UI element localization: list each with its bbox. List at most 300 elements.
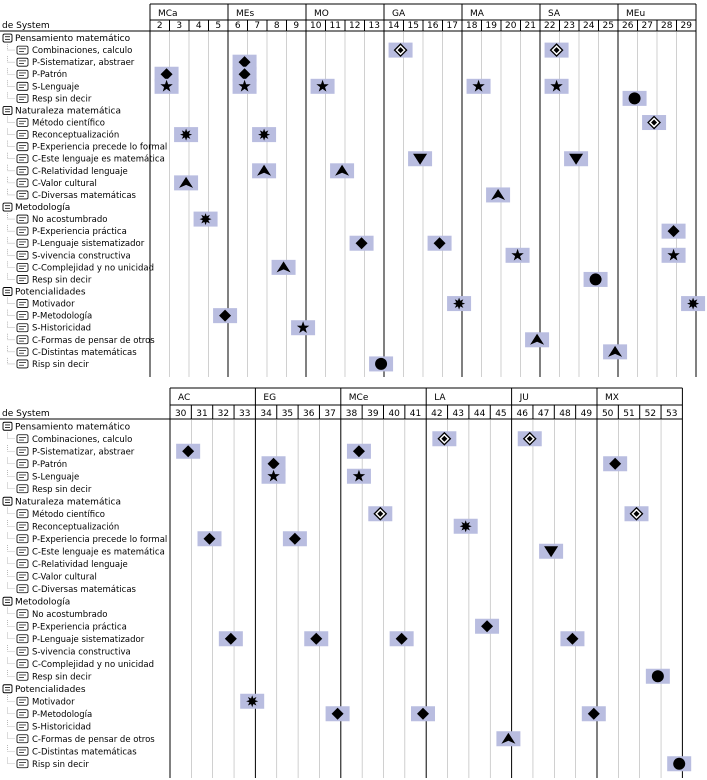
case-number-header: 25 [602,21,614,31]
case-number-header: 51 [623,409,635,419]
code-icon [17,191,28,199]
code-icon [17,46,28,54]
system-column-header: de System [2,409,50,419]
code-label: P-Lenguaje sistematizador [32,634,145,645]
code-label: P-Sistematizar, abstraer [32,447,135,458]
code-group-label: Metodología [15,597,71,608]
code-group-icon [3,203,12,211]
code-label: No acostumbrado [32,609,108,620]
code-row-c-distintas-matematicas[interactable] [8,745,138,757]
code-icon [17,572,28,580]
mark-cell[interactable] [603,344,627,359]
code-row-potencialidades[interactable] [3,288,86,298]
mark-cell[interactable] [174,175,198,190]
code-label: C-Este lenguaje es matemática [32,547,165,558]
mark-cell[interactable] [252,163,276,178]
code-row-resp-sin-decir[interactable] [8,483,92,495]
code-label: P-Experiencia precede lo formal [32,534,168,545]
code-icon [17,94,28,102]
code-label: Resp sin decir [32,484,92,495]
code-label: C-Diversas matemáticas [32,584,136,595]
code-label: C-Complejidad y no unicidad [32,263,155,274]
code-row-c-valor-cultural[interactable] [8,177,97,189]
code-row-potencialidades[interactable] [3,685,86,695]
code-row-risp-sin-decir[interactable] [8,758,90,770]
case-number-header: 31 [196,409,208,419]
code-row-motivador[interactable] [8,695,76,707]
code-row-c-distintas-matematicas[interactable] [8,346,138,358]
case-number-header: 42 [431,409,443,419]
code-group-label: Metodología [15,203,71,214]
code-group-icon [3,288,12,296]
mark-cell[interactable] [347,469,371,484]
code-row-c-este-lenguaje-es-matematica[interactable] [8,545,165,557]
code-label: C-Distintas matemáticas [32,747,137,758]
code-group-label: Potencialidades [15,684,86,695]
code-group-label: Naturaleza matemática [15,497,121,508]
case-number-header: 47 [537,409,550,419]
code-row-resp-sin-decir[interactable] [8,273,92,285]
case-number-header: 18 [466,21,478,31]
code-row-p-lenguaje-sistematizador[interactable] [8,633,145,645]
case-number-header: 4 [195,21,202,31]
mark-cell[interactable] [432,431,456,446]
code-label: C-Complejidad y no unicidad [32,659,155,670]
mark-cell[interactable] [584,272,608,287]
code-row-s-historicidad[interactable] [8,322,92,334]
case-number-header: 26 [622,21,634,31]
mark-cell[interactable] [681,296,705,311]
code-label: No acostumbrado [32,215,108,226]
code-tree [3,34,167,370]
code-row-p-experiencia-precede-lo-formal[interactable] [8,533,168,545]
group-header-ac: AC [178,393,191,403]
code-label: Risp sin decir [32,359,89,370]
code-label: S-Historicidad [32,323,92,334]
code-label: Reconceptualización [32,130,120,141]
mark-cell[interactable] [545,43,569,58]
mark-circle-0-10 [629,92,641,104]
mark-cell[interactable] [475,619,499,634]
mark-cell[interactable] [194,212,218,227]
mark-cell[interactable] [219,631,243,646]
mark-cell[interactable] [560,631,584,646]
code-row-metodologia[interactable] [3,203,70,213]
code-row-c-complejidad-y-no-unicidad[interactable] [8,261,155,273]
code-row-s-vivencia-constructiva[interactable] [8,249,131,261]
code-row-c-valor-cultural[interactable] [8,570,97,582]
mark-cell[interactable] [545,79,569,94]
mark-burst-0-12 [180,129,192,141]
code-icon [17,660,28,668]
code-row-metodo-cientifico[interactable] [8,116,105,128]
mark-cell[interactable] [240,694,264,709]
case-number-header: 27 [641,21,653,31]
code-row-combinaciones-calculo[interactable] [8,44,133,56]
code-group-icon [3,497,12,505]
code-row-motivador[interactable] [8,298,76,310]
mark-cell[interactable] [447,296,471,311]
group-header-mx: MX [605,393,619,403]
code-group-icon [3,685,12,693]
code-icon [17,510,28,518]
code-icon [17,722,28,730]
code-label: C-Distintas matemáticas [32,347,137,358]
mark-cell[interactable] [311,79,335,94]
case-number-header: 5 [215,21,222,31]
code-label: S-vivencia constructiva [32,251,131,262]
mark-cell[interactable] [428,236,452,251]
mark-cell[interactable] [350,236,374,251]
group-header-mes: MEs [236,9,255,19]
code-row-c-diversas-matematicas[interactable] [8,583,137,595]
group-header-eg: EG [263,393,277,403]
code-icon [17,263,28,271]
code-row-pensamiento-matematico[interactable] [3,422,131,432]
code-label: C-Formas de pensar de otros [32,734,155,745]
code-icon [17,324,28,332]
case-number-header: 40 [388,409,400,419]
code-row-metodo-cientifico[interactable] [8,508,105,520]
code-row-c-formas-de-pensar-de-otros[interactable] [8,733,156,745]
code-label: Reconceptualización [32,522,120,533]
code-icon [17,239,28,247]
mark-cell[interactable] [390,631,414,646]
code-label: C-Relatividad lenguaje [32,166,128,177]
case-number-header: 32 [217,409,230,419]
mark-circle-0-27 [590,273,602,285]
code-icon [17,179,28,187]
mark-cell[interactable] [564,151,588,166]
code-icon [17,447,28,455]
code-label: C-Relatividad lenguaje [32,559,128,570]
code-row-c-relatividad-lenguaje[interactable] [8,165,128,177]
mark-cell[interactable] [454,519,478,534]
mark-cell[interactable] [233,79,257,94]
code-row-no-acostumbrado[interactable] [8,213,108,225]
mark-cell[interactable] [389,43,413,58]
code-group-icon [3,106,12,114]
case-number-header: 15 [407,21,419,31]
code-icon [17,635,28,643]
case-number-header: 21 [524,21,536,31]
code-row-risp-sin-decir[interactable] [8,358,90,370]
case-number-header: 14 [388,21,400,31]
matrix-panel-top [0,0,707,378]
mark-cell[interactable] [304,631,328,646]
header-band [0,4,696,31]
code-icon [17,672,28,680]
mark-cell[interactable] [291,320,315,335]
mark-burst-0-20 [200,213,212,225]
code-icon [17,485,28,493]
case-number-header: 36 [303,409,315,419]
code-icon [17,710,28,718]
code-row-p-metodologia[interactable] [8,310,93,322]
case-number-header: 43 [452,409,464,419]
code-icon [17,747,28,755]
code-label: P-Metodología [32,709,93,720]
mark-cell[interactable] [272,260,296,275]
mark-cell[interactable] [283,531,307,546]
case-number-header: 46 [516,409,529,419]
code-marks [155,43,706,372]
case-number-header: 48 [559,409,571,419]
mark-cell[interactable] [582,706,606,721]
case-number-header: 37 [324,409,336,419]
mark-cell[interactable] [662,248,686,263]
code-icon [17,760,28,768]
code-row-naturaleza-matematica[interactable] [3,497,121,507]
system-column-header: de System [2,21,50,31]
code-icon [17,251,28,259]
code-label: P-Metodología [32,311,93,322]
code-row-resp-sin-decir[interactable] [8,92,92,104]
mark-cell[interactable] [603,456,627,471]
case-number-header: 7 [254,21,261,31]
code-icon [17,58,28,66]
code-row-s-historicidad[interactable] [8,720,92,732]
code-label: Método científico [32,118,105,129]
mark-cell[interactable] [369,356,393,371]
case-number-header: 45 [495,409,507,419]
code-row-p-experiencia-practica[interactable] [8,225,127,237]
code-label: S-Lenguaje [32,82,80,93]
mark-cell[interactable] [330,163,354,178]
mark-cell[interactable] [467,79,491,94]
code-row-p-patron[interactable] [8,68,68,80]
code-icon [17,348,28,356]
code-row-c-relatividad-lenguaje[interactable] [8,558,128,570]
code-label: Método científico [32,509,105,520]
code-icon [17,131,28,139]
code-row-s-lenguaje[interactable] [8,80,80,92]
code-row-p-sistematizar-abstraer[interactable] [8,56,135,68]
case-number-header: 22 [544,21,556,31]
code-label: S-Historicidad [32,722,92,733]
matrix-panel-bottom [0,384,707,780]
mark-cell[interactable] [518,431,542,446]
mark-circle-0-34 [375,358,387,370]
mark-cell[interactable] [174,127,198,142]
mark-cell[interactable] [197,531,221,546]
code-row-p-sistematizar-abstraer[interactable] [8,445,135,457]
case-number-header: 10 [310,21,322,31]
case-number-header: 49 [580,409,593,419]
mark-cell[interactable] [624,506,648,521]
group-header-mce: MCe [348,393,369,403]
case-number-header: 9 [293,21,300,31]
code-row-resp-sin-decir[interactable] [8,670,92,682]
mark-burst-1-10 [460,520,472,532]
code-label: C-Valor cultural [32,572,97,583]
mark-burst-0-13 [258,129,270,141]
mark-burst-0-29 [687,298,699,310]
code-row-p-experiencia-practica[interactable] [8,620,127,632]
case-number-header: 13 [368,21,380,31]
code-group-icon [3,34,12,42]
code-marks [176,431,691,771]
code-icon [17,435,28,443]
code-icon [17,155,28,163]
mark-burst-0-28 [453,298,465,310]
code-icon [17,119,28,127]
code-icon [17,300,28,308]
code-icon [17,697,28,705]
code-icon [17,82,28,90]
code-row-c-complejidad-y-no-unicidad[interactable] [8,658,155,670]
code-label: Motivador [32,697,75,708]
code-label: P-Experiencia práctica [32,622,127,633]
code-icon [17,622,28,630]
group-header-sa: SA [548,9,561,19]
case-number-header: 38 [345,409,358,419]
code-icon [17,610,28,618]
case-number-header: 33 [238,409,251,419]
code-label: C-Formas de pensar de otros [32,335,155,346]
group-header-la: LA [434,393,446,403]
case-number-header: 52 [644,409,657,419]
group-header-mca: MCa [158,9,178,19]
code-row-p-experiencia-precede-lo-formal[interactable] [8,141,168,153]
code-icon [17,336,28,344]
code-row-reconceptualizacion[interactable] [8,129,120,141]
code-icon [17,647,28,655]
mark-circle-1-19 [652,670,664,682]
code-icon [17,460,28,468]
code-icon [17,275,28,283]
code-row-naturaleza-matematica[interactable] [3,106,121,116]
code-row-reconceptualizacion[interactable] [8,520,120,532]
code-group-label: Pensamiento matemático [15,422,131,433]
group-header-ma: MA [470,9,484,19]
mark-cell[interactable] [326,706,350,721]
case-number-header: 28 [661,21,673,31]
mark-cell[interactable] [252,127,276,142]
code-label: S-Lenguaje [32,472,80,483]
case-number-header: 11 [329,21,341,31]
code-row-pensamiento-matematico[interactable] [3,34,131,44]
code-label: Combinaciones, calculo [32,434,133,445]
case-number-header: 24 [583,21,595,31]
code-icon [17,70,28,78]
mark-burst-1-20 [246,695,258,707]
code-row-s-lenguaje[interactable] [8,470,80,482]
mark-cell[interactable] [525,332,549,347]
code-label: Motivador [32,299,75,310]
case-number-header: 41 [409,409,422,419]
mark-cell[interactable] [646,669,670,684]
mark-cell[interactable] [347,444,371,459]
code-group-icon [3,597,12,605]
case-number-header: 2 [156,21,163,31]
code-icon [17,472,28,480]
code-row-p-metodologia[interactable] [8,708,93,720]
code-label: Resp sin decir [32,94,92,105]
code-label: S-vivencia constructiva [32,647,131,658]
mark-cell[interactable] [213,308,237,323]
code-row-combinaciones-calculo[interactable] [8,433,133,445]
code-icon [17,547,28,555]
case-number-header: 6 [234,21,241,31]
case-number-header: 8 [273,21,280,31]
mark-cell[interactable] [539,544,563,559]
matrix-grid-bottom [0,384,707,780]
mark-cell[interactable] [662,224,686,239]
case-number-header: 12 [349,21,361,31]
code-label: C-Diversas matemáticas [32,190,136,201]
code-row-p-lenguaje-sistematizador[interactable] [8,237,145,249]
case-number-header: 3 [176,21,183,31]
mark-cell[interactable] [642,115,666,130]
mark-cell[interactable] [262,469,286,484]
code-row-c-diversas-matematicas[interactable] [8,189,137,201]
case-number-header: 30 [174,409,187,419]
code-icon [17,522,28,530]
mark-cell[interactable] [176,444,200,459]
code-row-no-acostumbrado[interactable] [8,608,108,620]
code-icon [17,360,28,368]
case-number-header: 19 [485,21,497,31]
case-number-header: 20 [505,21,517,31]
case-number-header: 16 [427,21,439,31]
mark-cell[interactable] [623,91,647,106]
code-label: C-Este lenguaje es matemática [32,154,165,165]
mark-cell[interactable] [506,248,530,263]
code-icon [17,143,28,151]
case-number-header: 34 [260,409,272,419]
code-icon [17,585,28,593]
case-number-header: 17 [446,21,458,31]
code-row-metodologia[interactable] [3,597,70,607]
code-tree [3,422,167,770]
case-number-header: 39 [367,409,379,419]
mark-cell[interactable] [496,731,520,746]
mark-circle-1-25 [673,758,685,770]
code-icon [17,227,28,235]
mark-cell[interactable] [486,187,510,202]
case-number-header: 44 [473,409,486,419]
case-number-header: 53 [665,409,678,419]
code-group-label: Naturaleza matemática [15,106,121,117]
case-number-header: 23 [563,21,575,31]
mark-cell[interactable] [667,756,691,771]
code-icon [17,735,28,743]
group-header-ga: GA [392,9,406,19]
mark-cell[interactable] [155,79,179,94]
code-label: Resp sin decir [32,275,92,286]
code-label: P-Patrón [32,70,68,81]
mark-cell[interactable] [411,706,435,721]
code-icon [17,535,28,543]
case-number-header: 50 [601,409,614,419]
code-row-p-patron[interactable] [8,458,68,470]
code-label: Combinaciones, calculo [32,46,133,57]
code-row-s-vivencia-constructiva[interactable] [8,645,131,657]
group-header-meu: MEu [626,9,646,19]
code-label: P-Experiencia práctica [32,227,127,238]
mark-cell[interactable] [368,506,392,521]
group-header-mo: MO [314,9,329,19]
code-icon [17,215,28,223]
code-label: P-Experiencia precede lo formal [32,142,168,153]
code-row-c-este-lenguaje-es-matematica[interactable] [8,153,165,165]
code-row-c-formas-de-pensar-de-otros[interactable] [8,334,156,346]
code-icon [17,167,28,175]
matrix-grid-top [0,0,707,378]
code-label: C-Valor cultural [32,178,97,189]
mark-cell[interactable] [408,151,432,166]
